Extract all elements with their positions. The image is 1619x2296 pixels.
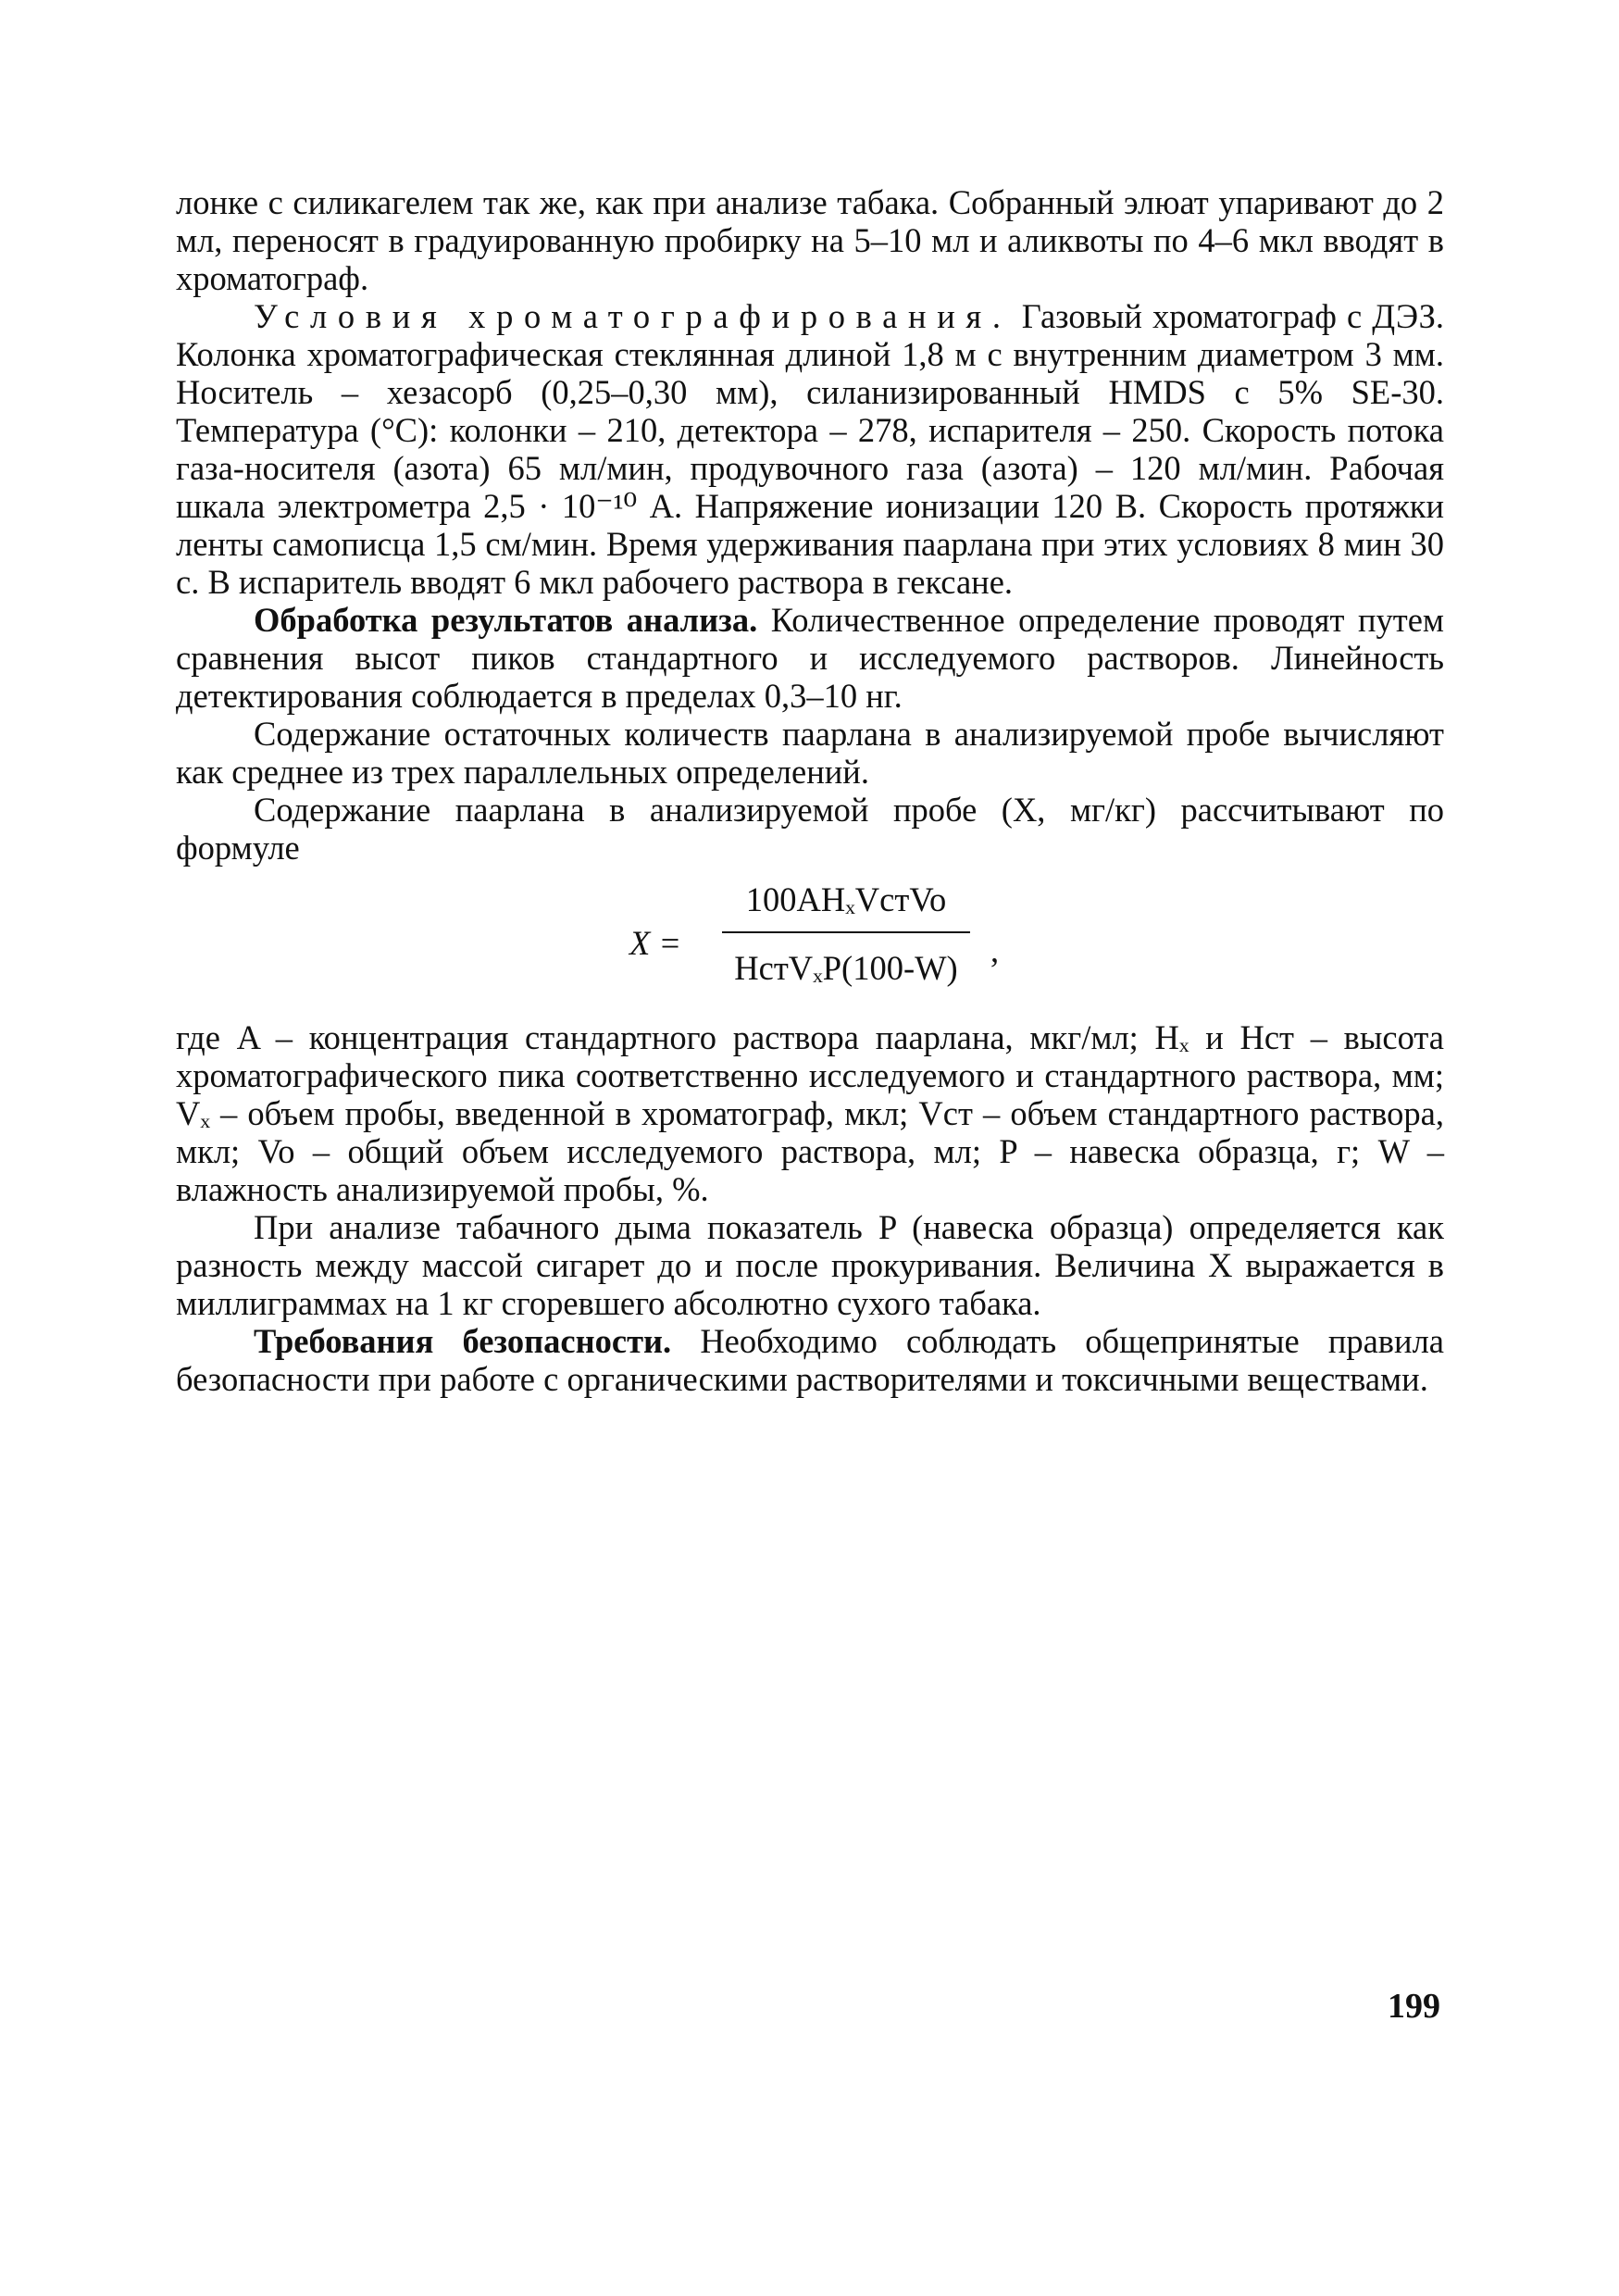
document-body [176, 183, 1444, 1398]
paragraph-elution: лонке с силикагелем так же, как при анализе табака. Собранный элюат упаривают до 2 мл, переносят в градуированную пробирку на 5–10 мл и аликвоты по 4–6 мкл вводят в хроматограф. [176, 183, 1444, 297]
safety-text: Необходимо соблюдать общепринятые правила безопасности при работе с органическими растворителями и токсичными веществами. [176, 1322, 1444, 1398]
paragraph-results-processing [176, 601, 1444, 715]
paragraph-tobacco-smoke: При анализе табачного дыма показатель P (навеска образца) определяется как разность между массой сигарет до и после прокуривания. Величина X выражается в миллиграммах на 1 кг сгоревшего абсолютно сухого табака. [176, 1208, 1444, 1322]
formula-fraction [722, 880, 970, 989]
paragraph-variable-definitions: где A – концентрация стандартного раствора паарлана, мкг/мл; Hₓ и Hст – высота хроматографического пика соответственно исследуемого и стандартного раствора, мм; Vₓ – объем пробы, введенной в хроматограф, мкл; Vст – объем стандартного раствора, мкл; Vo – общий объем исследуемого раствора, мл; P – навеска образца, г; W – влажность анализируемой пробы, %. [176, 1018, 1444, 1208]
conditions-text: Газовый хроматограф с ДЭЗ. Колонка хроматографическая стеклянная длиной 1,8 м с внутренним диаметром 3 мм. Носитель – хезасорб (0,25–0,30 мм), силанизированный HMDS с 5% SE-30. Температура (°C): колонки – 210, детектора – 278, испарителя – 250. Скорость потока газа-носителя (азота) 65 мл/мин, продувочного газа (азота) – 120 мл/мин. Рабочая шкала электрометра 2,5 · 10⁻¹⁰ А. Напряжение ионизации 120 В. Скорость протяжки ленты самописца 1,5 см/мин. Время удерживания паарлана при этих условиях 8 мин 30 с. В испаритель вводят 6 мкл рабочего раствора в гексане. [176, 297, 1444, 601]
paragraph-residue-content: Содержание остаточных количеств паарлана в анализируемой пробе вычисляют как среднее из трех параллельных определений. [176, 715, 1444, 791]
formula-numerator: 100AHₓVстVo [745, 880, 947, 918]
paragraph-safety [176, 1322, 1444, 1398]
section-heading-conditions: Условия хроматографирования. [254, 297, 1012, 335]
section-heading-safety: Требования безопасности. [254, 1322, 672, 1360]
paragraph-chromatography-conditions [176, 297, 1444, 601]
paragraph-formula-intro: Содержание паарлана в анализируемой пробе (X, мг/кг) рассчитывают по формуле [176, 791, 1444, 867]
formula [176, 880, 1444, 1009]
formula-denominator: HстVₓP(100-W) [734, 949, 958, 987]
results-text: Количественное определение проводят путем сравнения высот пиков стандартного и исследуемого растворов. Линейность детектирования соблюдается в пределах 0,3–10 нг. [176, 601, 1444, 715]
page-number: 199 [1388, 1987, 1440, 2026]
formula-lhs: X = [629, 924, 682, 962]
fraction-bar [722, 931, 970, 933]
section-heading-results: Обработка результатов анализа. [254, 601, 758, 639]
formula-trailing-comma: , [990, 931, 1000, 969]
